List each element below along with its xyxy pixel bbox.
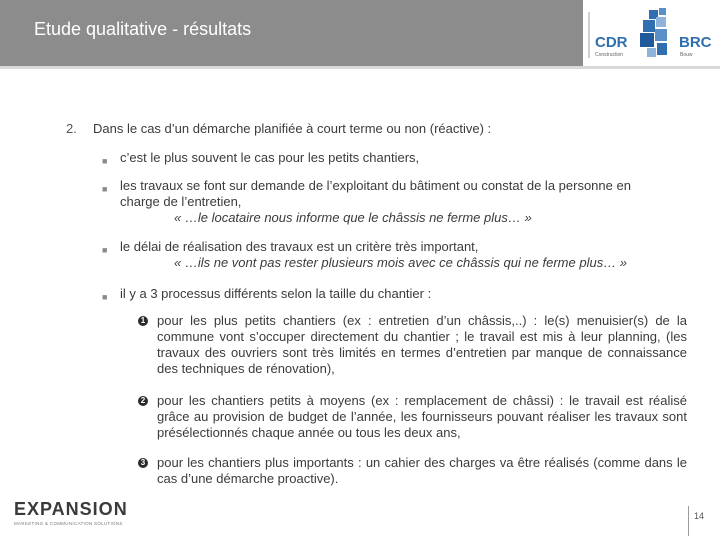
process-3-marker: 3 bbox=[138, 458, 148, 468]
bullet-marker: ■ bbox=[102, 184, 108, 194]
bullet-2-text-line2: charge de l’entretien, bbox=[120, 194, 242, 209]
bullet-4-text: il y a 3 processus différents selon la taille du chantier : bbox=[120, 286, 432, 301]
item-number: 2. bbox=[66, 121, 77, 136]
logo-brc-text: BRC bbox=[679, 34, 712, 51]
process-3-text: pour les chantiers plus importants : un cahier des charges va être réalisés (comme dans le cas d’une démarche proactive). bbox=[157, 455, 687, 486]
logo-cdr-sub: Construction bbox=[595, 52, 624, 58]
bullet-1-text: c’est le plus souvent le cas pour les petits chantiers, bbox=[120, 150, 420, 165]
expansion-logo-text: EXPANSION bbox=[14, 499, 128, 519]
bullet-3 bbox=[120, 239, 680, 271]
bullet-2-text-line1: les travaux se font sur demande de l’exploitant du bâtiment ou constat de la personne en bbox=[120, 178, 631, 193]
page-title: Etude qualitative - résultats bbox=[34, 19, 252, 39]
process-1-text: pour les plus petits chantiers (ex : entretien d’un châssis,..) : le(s) menuisier(s) de la commune vont s’occuper directement du chantier ; le travail est mis à leur planning, (les travaux des ouvriers sont très limités en termes d’entretien par manque de connaissance des techniques de rénovation), bbox=[157, 313, 687, 376]
bullet-2-quote: « …le locataire nous informe que le châssis ne ferme plus… » bbox=[174, 210, 532, 225]
intro-text: Dans le cas d’un démarche planifiée à court terme ou non (réactive) : bbox=[93, 121, 492, 136]
bullet-marker: ■ bbox=[102, 156, 108, 166]
bullet-3-quote: « …ils ne vont pas rester plusieurs mois avec ce châssis qui ne ferme plus… » bbox=[174, 255, 628, 270]
expansion-logo bbox=[14, 499, 144, 531]
process-2-marker: 2 bbox=[138, 396, 148, 406]
expansion-logo-tagline: MARKETING & COMMUNICATION SOLUTIONS bbox=[14, 521, 123, 526]
process-2-text: pour les chantiers petits à moyens (ex : remplacement de châssi) : le travail est réalisé grâce au provision de budget de l’année, les fournisseurs pouvant réaliser les travaux sont présélectionnés chaque année ou tous les deux ans, bbox=[157, 393, 687, 440]
page-number-divider bbox=[688, 506, 689, 536]
logo-brc-sub: Bouw bbox=[680, 52, 693, 58]
bullet-marker: ■ bbox=[102, 292, 108, 302]
bullet-3-text: le délai de réalisation des travaux est un critère très important, bbox=[120, 239, 479, 254]
bullet-2 bbox=[120, 178, 680, 226]
bullet-marker: ■ bbox=[102, 245, 108, 255]
process-1-marker: 1 bbox=[138, 316, 148, 326]
page-number: 14 bbox=[694, 511, 705, 521]
logo-cdr-text: CDR bbox=[595, 34, 628, 51]
